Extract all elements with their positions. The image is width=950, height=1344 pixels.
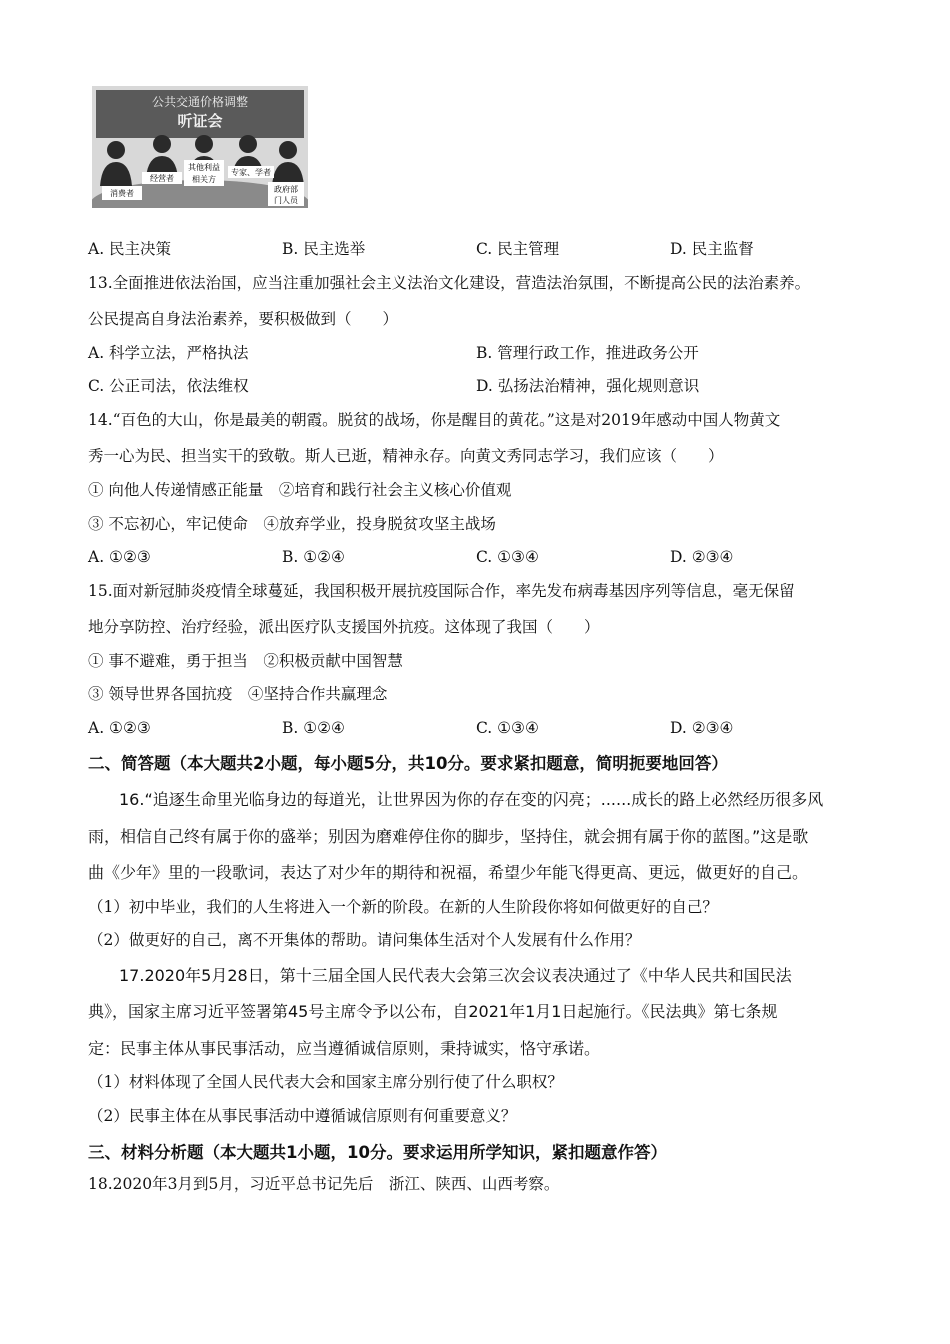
q13-option-a: A. 科学立法，严格执法 [88, 344, 249, 362]
label-gov-1: 政府部 [274, 185, 298, 194]
q14-option-b: B. ①②④ [282, 548, 345, 566]
q18-stem-line1: 18.2020年3月到5月，习近平总书记先后 浙江、陕西、山西考察。 [88, 1175, 560, 1193]
q12-option-d: D. 民主监督 [670, 240, 754, 258]
q13-stem-line2: 公民提高自身法治素养，要积极做到（ ） [88, 310, 399, 328]
q15-option-d: D. ②③④ [670, 719, 734, 737]
q16-stem-line3: 曲《少年》里的一段歌词，表达了对少年的期待和祝福，希望少年能飞得更高、更远，做更好的自己。 [88, 863, 809, 882]
q14-option-c: C. ①③④ [476, 548, 539, 566]
q12-option-a: A. 民主决策 [88, 240, 172, 258]
figure-title-1: 公共交通价格调整 [151, 95, 249, 109]
q15-items-line2: ③ 领导世界各国抗疫 ④坚持合作共赢理念 [88, 685, 388, 703]
label-consumer: 消费者 [110, 189, 134, 198]
q12-option-b: B. 民主选举 [282, 240, 366, 258]
q14-items-line2: ③ 不忘初心，牢记使命 ④放弃学业，投身脱贫攻坚主战场 [88, 515, 496, 533]
q17-sub1: （1）材料体现了全国人民代表大会和国家主席分别行使了什么职权？ [88, 1073, 563, 1091]
q13-option-d: D. 弘扬法治精神，强化规则意识 [476, 377, 700, 395]
q14-items-line1: ① 向他人传递情感正能量 ②培育和践行社会主义核心价值观 [88, 481, 512, 499]
label-operator: 经营者 [150, 174, 174, 183]
q13-option-b: B. 管理行政工作，推进政务公开 [476, 344, 699, 362]
q17-sub2: （2）民事主体在从事民事活动中遵循诚信原则有何重要意义？ [88, 1107, 517, 1125]
q15-stem-line1: 15.面对新冠肺炎疫情全球蔓延，我国积极开展抗疫国际合作，率先发布病毒基因序列等信息，毫无保留 [88, 582, 795, 600]
q12-option-c: C. 民主管理 [476, 240, 560, 258]
q14-stem-line2: 秀一心为民、担当实干的致敬。斯人已逝，精神永存。向黄文秀同志学习，我们应该（ ） [88, 447, 724, 465]
q13-stem-line1: 13.全面推进依法治国，应当注重加强社会主义法治文化建设，营造法治氛围，不断提高公民的法治素养。 [88, 274, 811, 292]
section2-heading: 二、简答题（本大题共2小题，每小题5分，共10分。要求紧扣题意，简明扼要地回答） [88, 754, 728, 773]
q16-sub2: （2）做更好的自己，离不开集体的帮助。请问集体生活对个人发展有什么作用？ [88, 931, 641, 949]
q15-items-line1: ① 事不避难，勇于担当 ②积极贡献中国智慧 [88, 652, 403, 670]
label-expert: 专家、学者 [231, 168, 271, 177]
q17-stem-line3: 定：民事主体从事民事活动，应当遵循诚信原则，秉持诚实，恪守承诺。 [88, 1039, 601, 1058]
q17-stem-line1: 17.2020年5月28日，第十三届全国人民代表大会第三次会议表决通过了《中华人民共和国民法 [119, 966, 792, 985]
q15-stem-line2: 地分享防控、治疗经验，派出医疗队支援国外抗疫。这体现了我国（ ） [88, 618, 600, 636]
q16-stem-line1: 16.“追逐生命里光临身边的每道光，让世界因为你的存在变的闪亮；......成长的路上必然经历很多风 [119, 790, 824, 809]
q15-option-a: A. ①②③ [88, 719, 151, 737]
q14-option-d: D. ②③④ [670, 548, 734, 566]
q14-option-a: A. ①②③ [88, 548, 151, 566]
label-other-1: 其他利益 [188, 163, 220, 172]
q13-option-c: C. 公正司法，依法维权 [88, 377, 249, 395]
figure-title-2: 听证会 [177, 112, 223, 130]
label-gov-2: 门人员 [274, 196, 298, 205]
q16-stem-line2: 雨，相信自己终有属于你的盛举；别因为磨难停住你的脚步，坚持住，就会拥有属于你的蓝图。”这是歌 [88, 827, 809, 846]
label-other-2: 相关方 [192, 175, 216, 184]
q15-option-b: B. ①②④ [282, 719, 345, 737]
section3-heading: 三、材料分析题（本大题共1小题，10分。要求运用所学知识，紧扣题意作答） [88, 1143, 667, 1162]
q15-option-c: C. ①③④ [476, 719, 539, 737]
q17-stem-line2: 典》，国家主席习近平签署第45号主席令予以公布，自2021年1月1日起施行。《民法典》第七条规 [88, 1002, 778, 1021]
q16-sub1: （1）初中毕业，我们的人生将进入一个新的阶段。在新的人生阶段你将如何做更好的自己？ [88, 898, 718, 916]
hearing-illustration [92, 86, 308, 208]
hearing-figure [92, 86, 308, 208]
q14-stem-line1: 14.“百色的大山，你是最美的朝霞。脱贫的战场，你是醒目的黄花。”这是对2019年感动中国人物黄文 [88, 411, 781, 429]
